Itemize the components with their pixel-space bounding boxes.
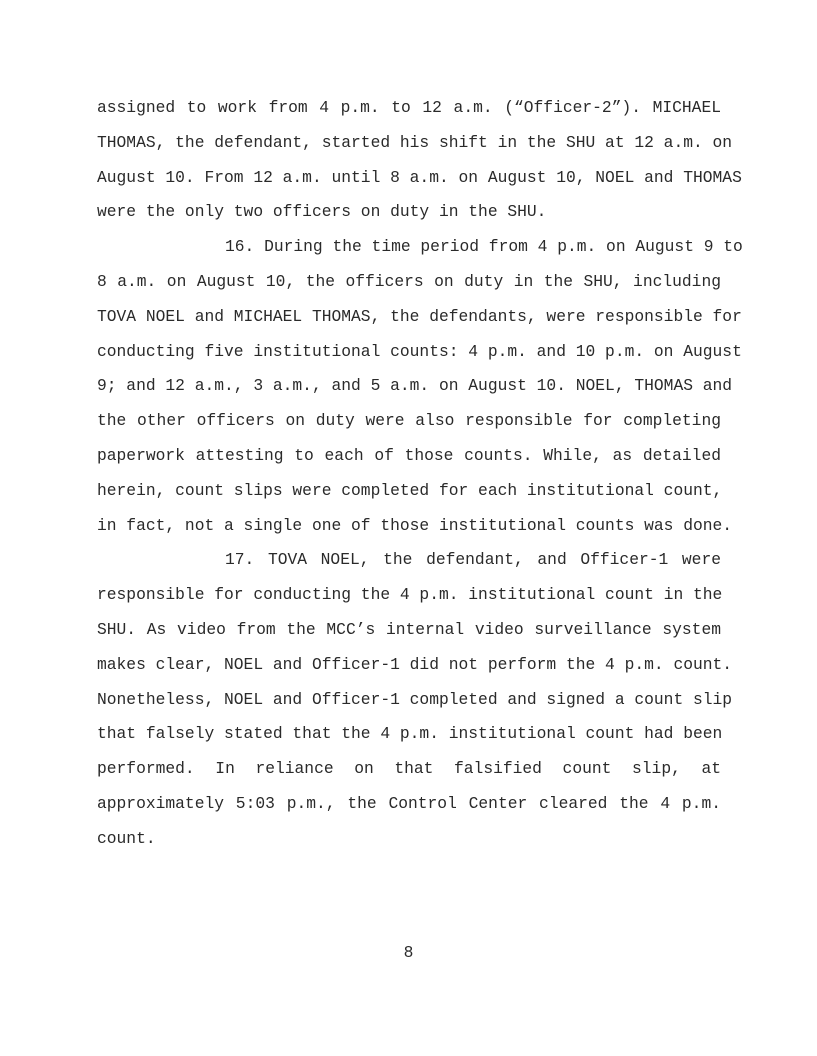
- text-line: 16. During the time period from 4 p.m. on August 9 to: [225, 237, 743, 257]
- text-line: performed. In reliance on that falsified count slip, at: [97, 759, 721, 779]
- text-line: 17. TOVA NOEL, the defendant, and Officer-1 were: [225, 550, 721, 570]
- text-line: 8 a.m. on August 10, the officers on duty in the SHU, including: [97, 271, 721, 291]
- text-line: SHU. As video from the MCC’s internal video surveillance system: [97, 619, 721, 639]
- text-line: count.: [97, 828, 156, 848]
- text-line: 9; and 12 a.m., 3 a.m., and 5 a.m. on August 10. NOEL, THOMAS and: [97, 376, 733, 396]
- text-line: Nonetheless, NOEL and Officer-1 completed and signed a count slip: [97, 689, 733, 709]
- text-line: were the only two officers on duty in the SHU.: [97, 202, 547, 222]
- text-line: approximately 5:03 p.m., the Control Center cleared the 4 p.m.: [97, 793, 721, 813]
- text-line: assigned to work from 4 p.m. to 12 a.m. (“Officer-2”). MICHAEL: [97, 98, 721, 117]
- text-line: August 10. From 12 a.m. until 8 a.m. on August 10, NOEL and THOMAS: [97, 167, 742, 187]
- text-line: that falsely stated that the 4 p.m. institutional count had been: [97, 724, 723, 744]
- text-line: in fact, not a single one of those institutional counts was done.: [97, 515, 733, 535]
- text-line: TOVA NOEL and MICHAEL THOMAS, the defendants, were responsible for: [97, 306, 742, 326]
- text-line: THOMAS, the defendant, started his shift in the SHU at 12 a.m. on: [97, 132, 733, 152]
- text-line: herein, count slips were completed for each institutional count,: [97, 480, 723, 500]
- paragraph: [97, 543, 733, 856]
- paragraph: [97, 91, 742, 230]
- page-number: 8: [403, 943, 414, 962]
- paragraph: [97, 230, 743, 543]
- text-line: the other officers on duty were also responsible for completing: [97, 411, 721, 431]
- document-body: [97, 91, 743, 857]
- text-line: makes clear, NOEL and Officer-1 did not perform the 4 p.m. count.: [97, 654, 733, 674]
- text-line: conducting five institutional counts: 4 p.m. and 10 p.m. on August: [97, 341, 742, 361]
- text-line: paperwork attesting to each of those counts. While, as detailed: [97, 445, 721, 465]
- text-line: responsible for conducting the 4 p.m. institutional count in the: [97, 585, 723, 605]
